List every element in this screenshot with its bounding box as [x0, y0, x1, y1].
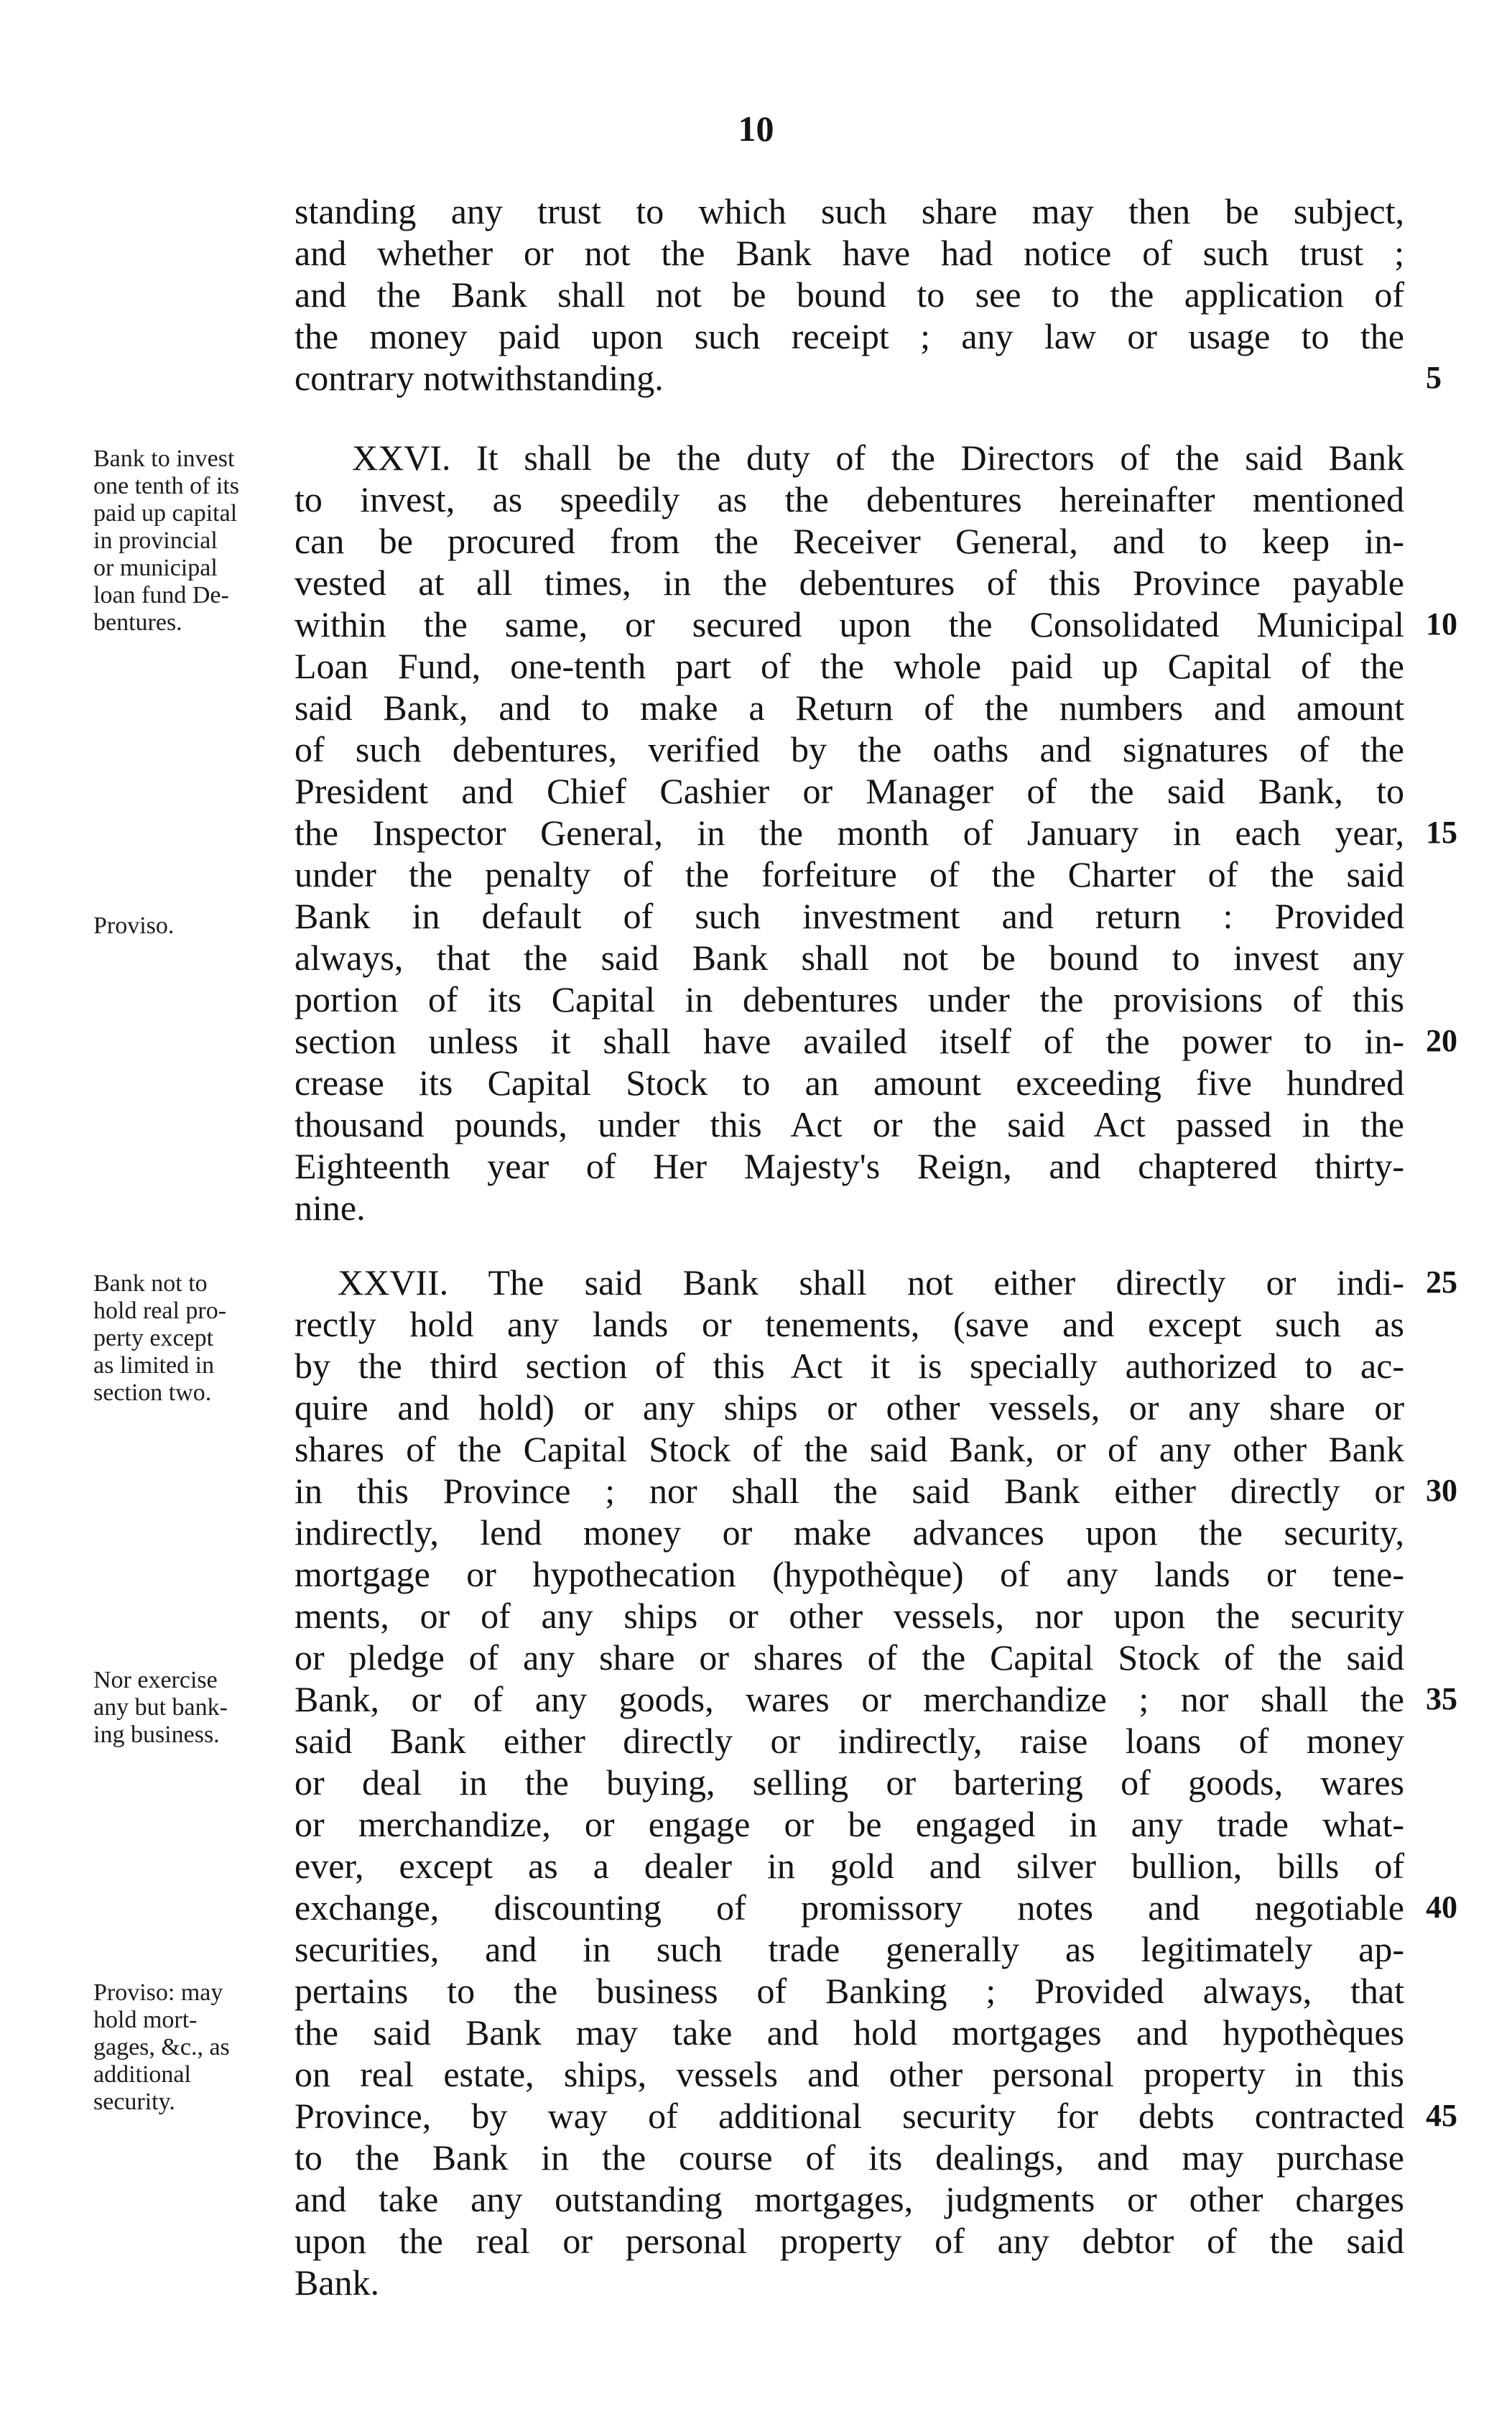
text-line: XXVII. The said Bank shall not either directly or indi-	[338, 1262, 1404, 1303]
text-line: under the penalty of the forfeiture of the Charter of the said	[294, 854, 1404, 894]
text-line: or deal in the buying, selling or bartering of goods, wares	[294, 1762, 1404, 1803]
text-line: portion of its Capital in debentures under the provisions of this	[294, 979, 1404, 1019]
text-line: quire and hold) or any ships or other vessels, or any share or	[294, 1387, 1404, 1428]
text-line: standing any trust to which such share may then be subject,	[294, 191, 1404, 231]
line-number: 15	[1426, 815, 1457, 850]
line-number: 30	[1426, 1473, 1457, 1508]
text-line: Bank, or of any goods, wares or merchandize ; nor shall the	[294, 1679, 1404, 1719]
margin-note-bank-to-invest: Bank to invest one tenth of its paid up capital in provincial or municipal loan fund De- bentures.	[93, 445, 240, 636]
text-line: within the same, or secured upon the Consolidated Municipal	[294, 604, 1404, 644]
line-number: 20	[1426, 1023, 1457, 1058]
text-line: the said Bank may take and hold mortgages and hypothèques	[294, 2012, 1404, 2053]
line-number: 5	[1426, 360, 1442, 395]
text-line: President and Chief Cashier or Manager of the said Bank, to	[294, 771, 1404, 811]
margin-note-proviso-mortgages: Proviso: may hold mort- gages, &c., as additional security.	[93, 1979, 230, 2115]
text-line: in this Province ; nor shall the said Bank either directly or	[294, 1471, 1404, 1511]
text-line: by the third section of this Act it is specially authorized to ac-	[294, 1346, 1404, 1386]
text-line: contrary notwithstanding.	[294, 358, 664, 398]
text-line: Bank.	[294, 2262, 380, 2303]
text-line: to the Bank in the course of its dealings, and may purchase	[294, 2137, 1404, 2178]
text-line: shares of the Capital Stock of the said Bank, or of any other Bank	[294, 1429, 1404, 1469]
text-line: and whether or not the Bank have had notice of such trust ;	[294, 233, 1404, 273]
text-line: crease its Capital Stock to an amount exceeding five hundred	[294, 1063, 1404, 1103]
line-number: 10	[1426, 606, 1457, 642]
text-line: section unless it shall have availed itself of the power to in-	[294, 1021, 1404, 1061]
text-line: Province, by way of additional security for debts contracted	[294, 2096, 1404, 2136]
text-line: securities, and in such trade generally as legitimately ap-	[294, 1929, 1404, 1969]
text-line: ever, except as a dealer in gold and silver bullion, bills of	[294, 1846, 1404, 1886]
text-line: can be procured from the Receiver General, and to keep in-	[294, 521, 1404, 561]
text-line: of such debentures, verified by the oaths and signatures of the	[294, 729, 1404, 769]
text-line: the money paid upon such receipt ; any law or usage to the	[294, 316, 1404, 356]
text-line: indirectly, lend money or make advances upon the security,	[294, 1512, 1404, 1553]
margin-note-proviso: Proviso.	[93, 912, 175, 939]
text-line: Loan Fund, one-tenth part of the whole paid up Capital of the	[294, 646, 1404, 686]
text-line: said Bank either directly or indirectly, raise loans of money	[294, 1721, 1404, 1761]
text-line: vested at all times, in the debentures of this Province payable	[294, 563, 1404, 603]
text-line: or pledge of any share or shares of the Capital Stock of the said	[294, 1637, 1404, 1678]
text-line: ments, or of any ships or other vessels, nor upon the security	[294, 1596, 1404, 1636]
text-line: upon the real or personal property of any debtor of the said	[294, 2221, 1404, 2261]
text-line: the Inspector General, in the month of January in each year,	[294, 813, 1404, 853]
line-number: 35	[1426, 1681, 1457, 1716]
text-line: nine.	[294, 1188, 366, 1228]
line-number: 25	[1426, 1264, 1457, 1300]
line-number: 40	[1426, 1890, 1457, 1925]
page-number: 10	[738, 108, 774, 149]
text-line: and take any outstanding mortgages, judgments or other charges	[294, 2179, 1404, 2219]
margin-note-bank-not-to-hold: Bank not to hold real pro- perty except as limited in section two.	[93, 1270, 227, 1406]
text-line: thousand pounds, under this Act or the said Act passed in the	[294, 1104, 1404, 1144]
text-line: always, that the said Bank shall not be bound to invest any	[294, 938, 1404, 978]
text-line: mortgage or hypothecation (hypothèque) of any lands or tene-	[294, 1554, 1404, 1594]
text-line: or merchandize, or engage or be engaged in any trade what-	[294, 1804, 1404, 1844]
margin-note-nor-exercise: Nor exercise any but bank- ing business.	[93, 1667, 228, 1748]
line-number: 45	[1426, 2098, 1457, 2133]
text-line: exchange, discounting of promissory notes and negotiable	[294, 1887, 1404, 1928]
text-line: rectly hold any lands or tenements, (save and except such as	[294, 1304, 1404, 1344]
text-line: Bank in default of such investment and return : Provided	[294, 896, 1404, 936]
text-line: said Bank, and to make a Return of the numbers and amount	[294, 688, 1404, 728]
text-line: Eighteenth year of Her Majesty's Reign, and chaptered thirty-	[294, 1146, 1404, 1186]
text-line: and the Bank shall not be bound to see to the application of	[294, 274, 1404, 315]
text-line: to invest, as speedily as the debentures hereinafter mentioned	[294, 479, 1404, 519]
text-line: XXVI. It shall be the duty of the Directors of the said Bank	[352, 438, 1404, 478]
text-line: pertains to the business of Banking ; Provided always, that	[294, 1971, 1404, 2011]
text-line: on real estate, ships, vessels and other personal property in this	[294, 2054, 1404, 2094]
